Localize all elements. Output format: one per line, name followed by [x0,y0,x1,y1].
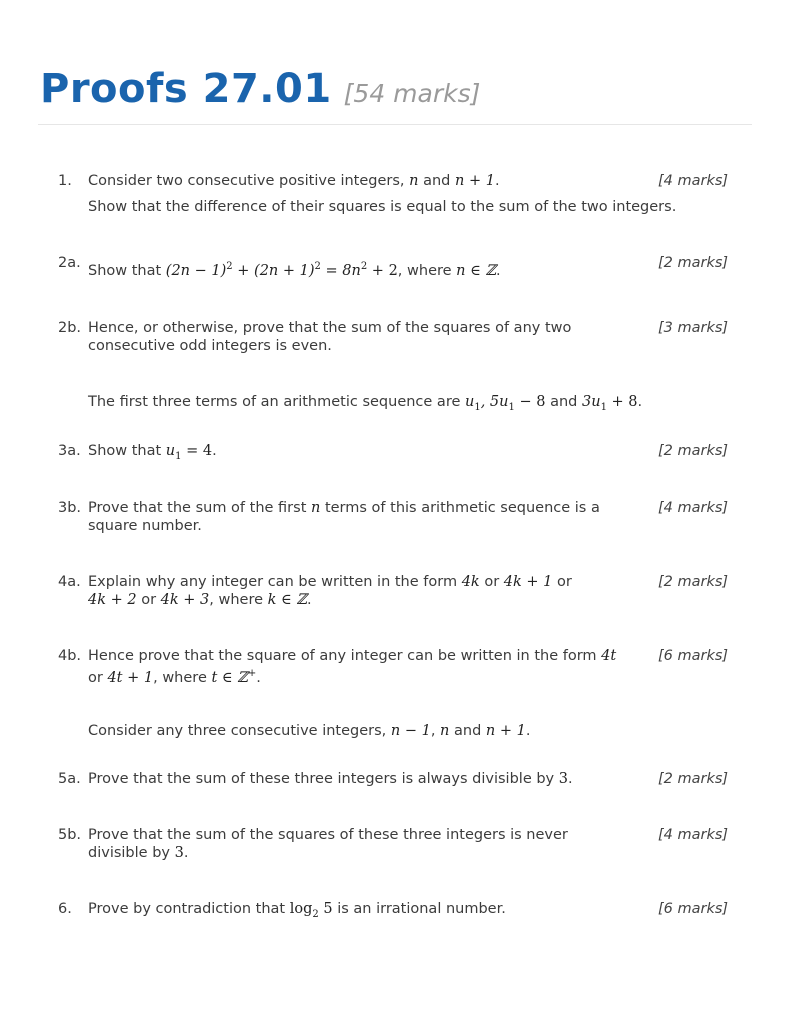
question-marks: [4 marks] [658,827,729,843]
total-marks: [54 marks] [343,79,481,108]
question-marks: [2 marks] [658,771,729,787]
question-text: Consider two consecutive positive integers, n and n + 1. [88,173,500,189]
question-marks: [4 marks] [658,500,729,516]
question-number: 6. [58,901,72,917]
question-marks: [3 marks] [658,320,729,336]
question-number: 2a. [58,255,81,271]
question-text-line2: divisible by 3. [88,845,189,861]
question-number: 4b. [58,648,82,664]
question-text-line2: consecutive odd integers is even. [88,338,332,354]
question-number: 2b. [58,320,82,336]
sequence-intro: The first three terms of an arithmetic sequence are $u_1$, $5u_1 - 8$ and $3u_1 + 8$. [88,394,643,413]
question-number: 1. [58,173,72,189]
question-number: 3b. [58,500,82,516]
question-text: Hence, or otherwise, prove that the sum of the squares of any two [88,320,572,336]
question-marks: [4 marks] [658,173,729,189]
question-text: Prove by contradiction that $\log_2 5$ is an irrational number. [88,901,506,920]
question-marks: [2 marks] [658,255,729,271]
question-text-line2: 4k + 2 or 4k + 3, where k ∈ ℤ. [88,592,312,608]
question-marks: [6 marks] [658,901,729,917]
question-text-line2: or 4t + 1, where t ∈ ℤ+. [88,668,261,686]
question-text-line2: Show that the difference of their squares is equal to the sum of the two integers. [88,199,677,215]
question-text: Prove that the sum of the squares of these three integers is never [88,827,568,843]
question-text-line2: square number. [88,518,202,534]
title-divider [38,124,752,125]
question-text: Prove that the sum of these three integers is always divisible by 3. [88,771,573,787]
question-number: 5a. [58,771,81,787]
question-marks: [2 marks] [658,574,729,590]
question-text: Hence prove that the square of any integer can be written in the form 4t [88,648,617,664]
question-number: 3a. [58,443,81,459]
question-text: Show that $u_1 = 4$. [88,443,217,462]
consecutive-intro: Consider any three consecutive integers, n − 1, n and n + 1. [88,723,531,739]
question-marks: [6 marks] [658,648,729,664]
question-number: 5b. [58,827,82,843]
question-marks: [2 marks] [658,443,729,459]
page-title [40,66,480,112]
question-number: 4a. [58,574,81,590]
question-text: Show that $(2n - 1)^2 + (2n + 1)^2 = 8n^2 + 2$, where n ∈ ℤ. [88,261,501,279]
title-text: Proofs 27.01 [40,66,332,112]
question-text: Prove that the sum of the first n terms of this arithmetic sequence is a [88,500,600,516]
question-text: Explain why any integer can be written in the form 4k or 4k + 1 or [88,574,572,590]
